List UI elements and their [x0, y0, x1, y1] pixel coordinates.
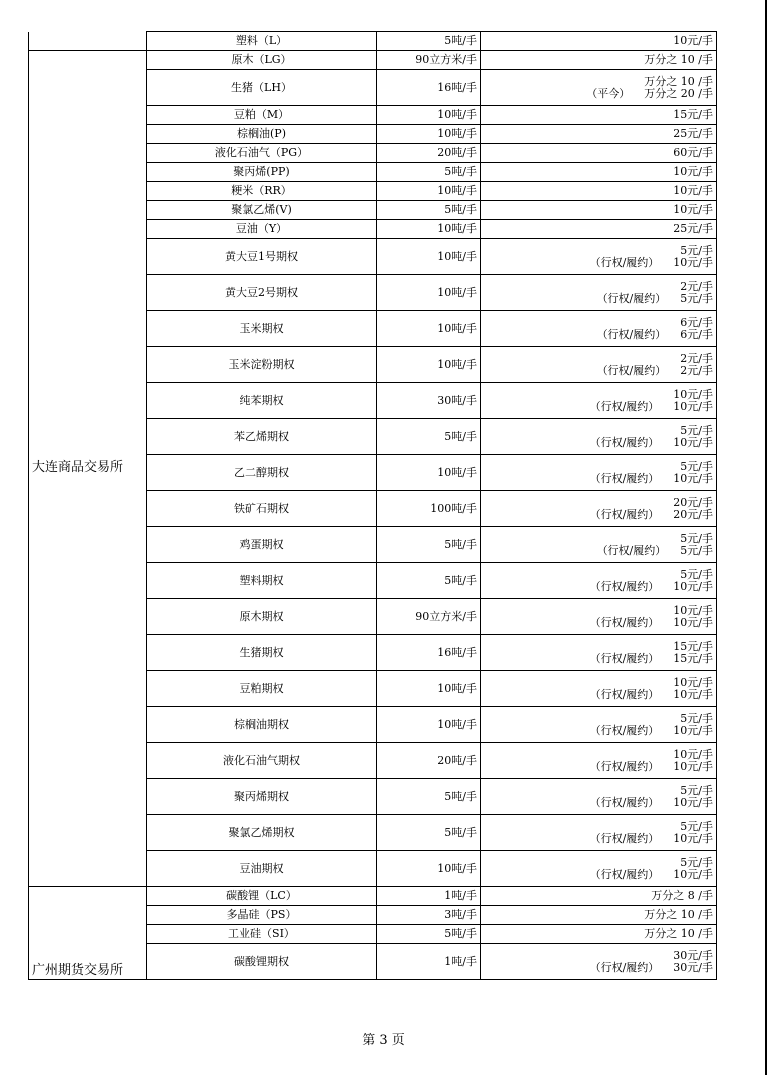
fee-line-2: [484, 401, 713, 413]
exchange-name-continued: [29, 32, 147, 51]
product-name: 棕榈油(P): [147, 125, 377, 144]
exchange-name-guangzhou: 广州期货交易所: [29, 887, 147, 980]
product-name: 碳酸锂（LC）: [147, 887, 377, 906]
contract-unit: 5吨/手: [377, 419, 481, 455]
fee-line-1: 6元/手: [680, 315, 713, 329]
product-name: 黄大豆2号期权: [147, 275, 377, 311]
fee-line-1: 2元/手: [680, 351, 713, 365]
product-name: 塑料期权: [147, 563, 377, 599]
product-name: 铁矿石期权: [147, 491, 377, 527]
product-name: 鸡蛋期权: [147, 527, 377, 563]
fee-cell: 10元/手: [481, 201, 717, 220]
fee-cell: [481, 671, 717, 707]
fee-line-1: 10元/手: [673, 387, 713, 401]
fee-cell: [481, 635, 717, 671]
fee-line-2: [484, 437, 713, 449]
fee-table: [28, 31, 717, 980]
product-name: 聚丙烯(PP): [147, 163, 377, 182]
fee-cell: 万分之 10 /手: [481, 925, 717, 944]
fee-line-2: [484, 581, 713, 593]
contract-unit: 1吨/手: [377, 944, 481, 980]
product-name: 玉米期权: [147, 311, 377, 347]
fee-cell: [481, 527, 717, 563]
fee-line-2-prefix: （行权/履约）: [589, 960, 660, 974]
fee-line-2-prefix: （行权/履约）: [596, 327, 667, 341]
product-name: 液化石油气期权: [147, 743, 377, 779]
fee-cell: 25元/手: [481, 220, 717, 239]
product-name: 生猪期权: [147, 635, 377, 671]
fee-line-1: 5元/手: [680, 423, 713, 437]
contract-unit: 16吨/手: [377, 70, 481, 106]
contract-unit: 10吨/手: [377, 182, 481, 201]
contract-unit: 10吨/手: [377, 220, 481, 239]
fee-cell: [481, 851, 717, 887]
fee-line-2: [484, 88, 713, 100]
fee-cell: [481, 815, 717, 851]
fee-line-2-value: 5元/手: [680, 543, 713, 557]
page-number: 第 3 页: [362, 1033, 405, 1048]
contract-unit: 5吨/手: [377, 779, 481, 815]
fee-cell: [481, 743, 717, 779]
fee-cell: [481, 455, 717, 491]
product-name: 纯苯期权: [147, 383, 377, 419]
fee-line-2-prefix: （行权/履约）: [589, 723, 660, 737]
fee-cell: [481, 707, 717, 743]
fee-line-2: [484, 653, 713, 665]
fee-line-2-prefix: （平今）: [586, 86, 631, 100]
fee-line-1: 2元/手: [680, 279, 713, 293]
fee-line-2: [484, 509, 713, 521]
contract-unit: 100吨/手: [377, 491, 481, 527]
fee-line-2: [484, 797, 713, 809]
fee-line-2: [484, 962, 713, 974]
fee-line-2: [484, 833, 713, 845]
fee-line-2-value: 10元/手: [673, 471, 713, 485]
fee-cell: [481, 383, 717, 419]
fee-line-1: 5元/手: [680, 243, 713, 257]
contract-unit: 5吨/手: [377, 527, 481, 563]
fee-line-2-prefix: （行权/履约）: [589, 507, 660, 521]
fee-line-2-value: 10元/手: [673, 723, 713, 737]
contract-unit: 10吨/手: [377, 106, 481, 125]
contract-unit: 16吨/手: [377, 635, 481, 671]
fee-line-2-value: 10元/手: [673, 687, 713, 701]
contract-unit: 5吨/手: [377, 32, 481, 51]
fee-line-2-value: 10元/手: [673, 579, 713, 593]
fee-line-1: 15元/手: [673, 639, 713, 653]
contract-unit: 90立方米/手: [377, 599, 481, 635]
fee-line-2-prefix: （行权/履约）: [589, 471, 660, 485]
fee-line-2-value: 20元/手: [673, 507, 713, 521]
fee-cell: [481, 239, 717, 275]
fee-line-2-value: 10元/手: [673, 615, 713, 629]
fee-line-2: [484, 473, 713, 485]
table-row: [29, 51, 717, 70]
product-name: 粳米（RR）: [147, 182, 377, 201]
product-name: 工业硅（SI）: [147, 925, 377, 944]
product-name: 聚丙烯期权: [147, 779, 377, 815]
fee-cell: [481, 599, 717, 635]
fee-cell: 60元/手: [481, 144, 717, 163]
fee-line-1: 5元/手: [680, 567, 713, 581]
product-name: 豆油期权: [147, 851, 377, 887]
fee-line-2: [484, 761, 713, 773]
product-name: 聚氯乙烯(V): [147, 201, 377, 220]
product-name: 黄大豆1号期权: [147, 239, 377, 275]
fee-line-2-value: 10元/手: [673, 255, 713, 269]
product-name: 原木期权: [147, 599, 377, 635]
fee-line-2: [484, 869, 713, 881]
contract-unit: 90立方米/手: [377, 51, 481, 70]
fee-line-2-value: 10元/手: [673, 831, 713, 845]
fee-line-2-prefix: （行权/履约）: [589, 615, 660, 629]
contract-unit: 10吨/手: [377, 275, 481, 311]
contract-unit: 10吨/手: [377, 455, 481, 491]
fee-line-1: 5元/手: [680, 531, 713, 545]
fee-line-1: 5元/手: [680, 819, 713, 833]
fee-line-2-value: 10元/手: [673, 795, 713, 809]
fee-line-2-prefix: （行权/履约）: [589, 399, 660, 413]
product-name: 豆粕（M）: [147, 106, 377, 125]
fee-cell: [481, 70, 717, 106]
fee-line-2-prefix: （行权/履约）: [589, 687, 660, 701]
fee-line-2: [484, 689, 713, 701]
contract-unit: 5吨/手: [377, 563, 481, 599]
fee-line-2-value: 万分之 20 /手: [644, 86, 713, 100]
fee-line-1: 5元/手: [680, 459, 713, 473]
fee-line-2-prefix: （行权/履约）: [589, 579, 660, 593]
fee-cell: [481, 563, 717, 599]
fee-line-2-prefix: （行权/履约）: [589, 651, 660, 665]
product-name: 生猪（LH）: [147, 70, 377, 106]
contract-unit: 20吨/手: [377, 144, 481, 163]
product-name: 聚氯乙烯期权: [147, 815, 377, 851]
contract-unit: 30吨/手: [377, 383, 481, 419]
contract-unit: 10吨/手: [377, 671, 481, 707]
fee-line-2-prefix: （行权/履约）: [596, 363, 667, 377]
table-row: [29, 32, 717, 51]
product-name: 豆粕期权: [147, 671, 377, 707]
product-name: 豆油（Y）: [147, 220, 377, 239]
fee-cell: [481, 779, 717, 815]
fee-cell: 万分之 10 /手: [481, 51, 717, 70]
fee-line-2-prefix: （行权/履约）: [596, 291, 667, 305]
fee-cell: 15元/手: [481, 106, 717, 125]
product-name: 原木（LG）: [147, 51, 377, 70]
contract-unit: 20吨/手: [377, 743, 481, 779]
fee-line-2-value: 10元/手: [673, 759, 713, 773]
product-name: 乙二醇期权: [147, 455, 377, 491]
fee-line-1: 10元/手: [673, 675, 713, 689]
fee-cell: [481, 347, 717, 383]
fee-line-2-value: 10元/手: [673, 399, 713, 413]
fee-line-2-prefix: （行权/履约）: [589, 435, 660, 449]
fee-cell: 万分之 10 /手: [481, 906, 717, 925]
contract-unit: 10吨/手: [377, 347, 481, 383]
fee-line-2-prefix: （行权/履约）: [589, 759, 660, 773]
contract-unit: 10吨/手: [377, 125, 481, 144]
fee-cell: [481, 275, 717, 311]
contract-unit: 1吨/手: [377, 887, 481, 906]
fee-cell: 10元/手: [481, 182, 717, 201]
fee-line-1: 5元/手: [680, 711, 713, 725]
contract-unit: 5吨/手: [377, 815, 481, 851]
fee-line-2-value: 10元/手: [673, 435, 713, 449]
fee-line-2-value: 10元/手: [673, 867, 713, 881]
fee-line-1: 10元/手: [673, 747, 713, 761]
fee-line-2-value: 15元/手: [673, 651, 713, 665]
fee-line-2-prefix: （行权/履约）: [596, 543, 667, 557]
fee-cell: [481, 491, 717, 527]
fee-cell: [481, 944, 717, 980]
product-name: 多晶硅（PS）: [147, 906, 377, 925]
fee-cell: [481, 311, 717, 347]
fee-cell: 10元/手: [481, 163, 717, 182]
product-name: 棕榈油期权: [147, 707, 377, 743]
fee-cell: 25元/手: [481, 125, 717, 144]
product-name: 碳酸锂期权: [147, 944, 377, 980]
exchange-name-dalian: 大连商品交易所: [29, 51, 147, 887]
fee-line-2: [484, 329, 713, 341]
fee-line-1: 30元/手: [673, 948, 713, 962]
fee-line-2: [484, 725, 713, 737]
fee-line-1: 10元/手: [673, 603, 713, 617]
contract-unit: 10吨/手: [377, 239, 481, 275]
fee-cell: 万分之 8 /手: [481, 887, 717, 906]
fee-cell: 10元/手: [481, 32, 717, 51]
contract-unit: 10吨/手: [377, 707, 481, 743]
contract-unit: 5吨/手: [377, 201, 481, 220]
fee-line-2: [484, 365, 713, 377]
fee-line-2-prefix: （行权/履约）: [589, 867, 660, 881]
fee-line-1: 万分之 10 /手: [644, 74, 713, 88]
contract-unit: 10吨/手: [377, 311, 481, 347]
fee-line-1: 5元/手: [680, 855, 713, 869]
fee-line-2-value: 30元/手: [673, 960, 713, 974]
fee-line-2-prefix: （行权/履约）: [589, 255, 660, 269]
contract-unit: 5吨/手: [377, 163, 481, 182]
fee-line-2-value: 6元/手: [680, 327, 713, 341]
fee-line-2: [484, 617, 713, 629]
fee-line-2-prefix: （行权/履约）: [589, 831, 660, 845]
fee-line-2: [484, 293, 713, 305]
product-name: 玉米淀粉期权: [147, 347, 377, 383]
contract-unit: 5吨/手: [377, 925, 481, 944]
fee-line-1: 5元/手: [680, 783, 713, 797]
product-name: 液化石油气（PG）: [147, 144, 377, 163]
contract-unit: 3吨/手: [377, 906, 481, 925]
fee-line-2: [484, 545, 713, 557]
fee-line-2-value: 2元/手: [680, 363, 713, 377]
product-name: 苯乙烯期权: [147, 419, 377, 455]
fee-line-2-prefix: （行权/履约）: [589, 795, 660, 809]
fee-line-2-value: 5元/手: [680, 291, 713, 305]
contract-unit: 10吨/手: [377, 851, 481, 887]
fee-line-2: [484, 257, 713, 269]
fee-line-1: 20元/手: [673, 495, 713, 509]
table-row: [29, 887, 717, 906]
fee-cell: [481, 419, 717, 455]
product-name: 塑料（L）: [147, 32, 377, 51]
